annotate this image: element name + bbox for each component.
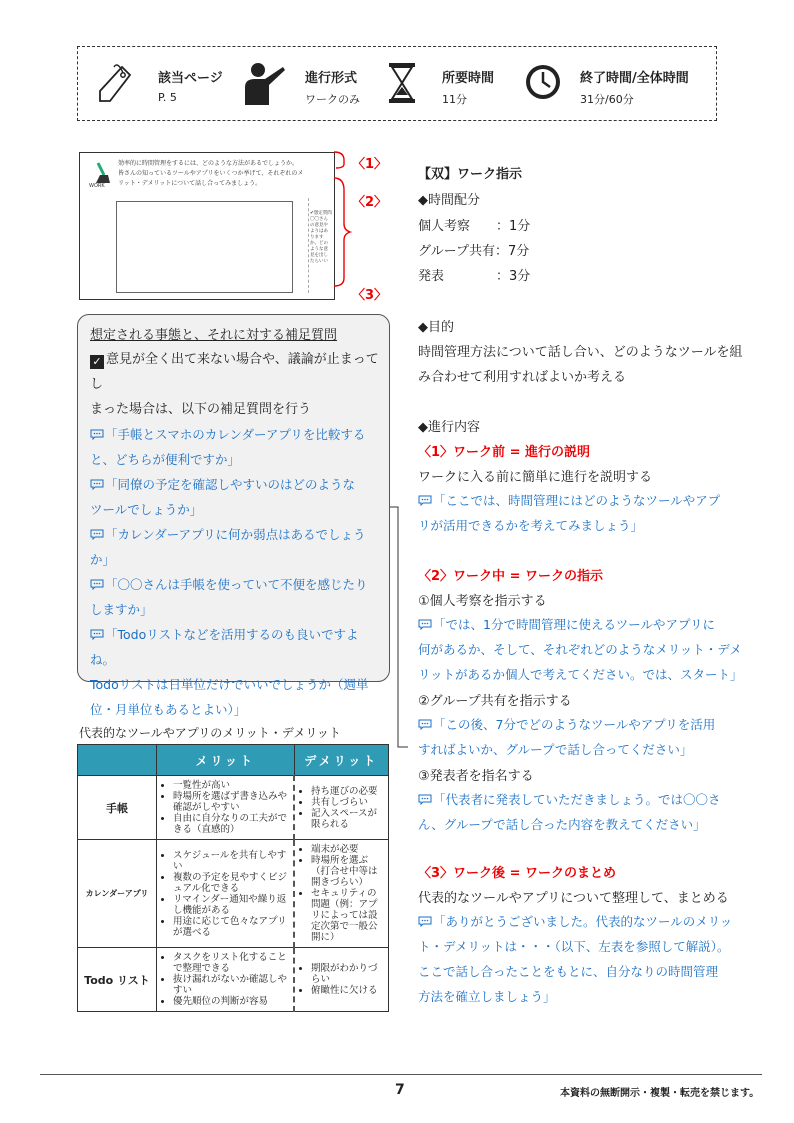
header-info-box [77, 46, 717, 121]
table-corner [78, 745, 157, 776]
speech-bubble-icon [418, 719, 432, 730]
page-value: P. 5 [158, 91, 177, 104]
alloc-line: 個人考察 ：1分 [418, 219, 531, 234]
list-item: • 優先順位の判断が容易 [173, 996, 289, 1007]
script-line: 「この後、7分でどのようなツールやアプリを活用 [433, 717, 716, 732]
list-item: • 複数の予定を見やすくビジュアル化できる [173, 872, 289, 894]
end-label: 終了時間/全体時間 [580, 71, 689, 86]
checkbox-icon: ✓ [90, 355, 104, 369]
question-line: Todoリストは日単位だけでいいでしょうか（週単 [90, 677, 369, 692]
speech-bubble-icon [418, 916, 432, 927]
question-5 [90, 622, 379, 722]
speech-bubble-icon [90, 429, 104, 440]
question-line: 「Todoリストなどを活用するのも良いですよね。 [90, 627, 359, 667]
list-item: • 一覧性が高い [173, 780, 289, 791]
time-label: 所要時間 [442, 71, 495, 86]
table-row [78, 776, 389, 840]
merit-cell [157, 840, 295, 948]
list-item: • 端末が必要 [311, 844, 384, 855]
step2-script2 [418, 715, 715, 733]
thumbnail-line: リット・デメリットについて話し合ってみましょう。 [118, 180, 262, 187]
list-item: • スケジュールを共有しやすい [173, 850, 289, 872]
script-line: 「ここでは、時間管理にはどのようなツールやアプ [433, 493, 721, 508]
question-1 [90, 422, 379, 472]
list-item: • 抜け漏れがないか確認しやすい [173, 974, 289, 996]
note-intro-line: 意見が全く出て来ない場合や、議論が止まってし [90, 352, 379, 392]
tag-icon [96, 61, 136, 105]
step2-sub1: ①個人考察を指示する [418, 594, 547, 609]
format-label: 進行形式 [305, 71, 358, 86]
step3-text: 代表的なツールやアプリについて整理して、まとめる [418, 891, 729, 906]
merit-cell [157, 948, 295, 1012]
purpose-title: ◆目的 [418, 320, 454, 335]
page-cell [96, 47, 236, 122]
step2-sub3: ③発表者を指名する [418, 769, 534, 784]
speech-bubble-icon [418, 794, 432, 805]
merit-header: メリット [157, 745, 295, 776]
list-item: • 時場所を選ばず書き込みや確認がしやすい [173, 791, 289, 813]
marker-3: 〈3〉 [352, 288, 388, 303]
demerit-cell [294, 840, 389, 948]
note-title: 想定される事態と、それに対する補足質問 [90, 328, 338, 343]
page-number: 7 [395, 1082, 405, 1098]
question-3 [90, 522, 379, 572]
speech-bubble-icon [90, 529, 104, 540]
step2-script1 [418, 615, 715, 633]
copyright-notice: 本資料の無断開示・複製・転売を禁じます。 [560, 1088, 760, 1099]
list-item: • 記入スペースが限られる [311, 808, 384, 830]
script-line: リットがあるか個人で考えてください。では、スタート」 [418, 667, 743, 682]
list-item: • 期限がわかりづらい [311, 963, 384, 985]
speech-bubble-icon [90, 579, 104, 590]
footer-divider [40, 1074, 762, 1075]
thumbnail-answer-box [116, 201, 293, 293]
merit-demerit-table [77, 744, 389, 1012]
table-header-row [78, 745, 389, 776]
marker-1: 〈1〉 [352, 157, 388, 172]
work-instruction-heading: 【双】ワーク指示 [418, 167, 523, 182]
slide-thumbnail [79, 152, 335, 300]
alloc-line: 発表 ：3分 [418, 269, 531, 284]
thumbnail-text [118, 159, 328, 189]
question-line: か」 [90, 552, 116, 567]
merit-cell [157, 776, 295, 840]
demerit-cell [294, 776, 389, 840]
step2-script3 [418, 790, 721, 808]
script-line: ん、グループで話し合った内容を教えてください」 [418, 817, 706, 832]
list-item: • 用途に応じて色々なアプリが選べる [173, 916, 289, 938]
time-cell [386, 47, 536, 122]
page-label: 該当ページ [158, 71, 223, 86]
question-line: 「〇〇さんは手帳を使っていて不便を感じたり [105, 577, 368, 592]
tool-name: カレンダーアプリ [78, 840, 157, 948]
tool-name: 手帳 [78, 776, 157, 840]
format-cell [241, 47, 381, 122]
question-line: 「カレンダーアプリに何か弱点はあるでしょう [105, 527, 366, 542]
table-caption: 代表的なツールやアプリのメリット・デメリット [79, 726, 341, 740]
time-value: 11分 [442, 93, 467, 106]
step1-title: 〈1〉ワーク前 = 進行の説明 [418, 445, 590, 460]
step3-script [418, 912, 732, 930]
list-item: • 共有しづらい [311, 797, 384, 808]
speech-bubble-icon [418, 495, 432, 506]
question-2 [90, 472, 379, 522]
step2-title: 〈2〉ワーク中 = ワークの指示 [418, 569, 603, 584]
list-item: • セキュリティの問題（例：アプリによっては設定次第で一般公開に） [311, 888, 384, 943]
question-line: 位・月単位もあるとよい）」 [90, 702, 247, 717]
brace-icon [332, 150, 352, 302]
list-item: • 自由に自分なりの工夫ができる（直感的） [173, 813, 289, 835]
step3-title: 〈3〉ワーク後 = ワークのまとめ [418, 866, 616, 881]
list-item: • 持ち運びの必要 [311, 786, 384, 797]
question-line: しますか」 [90, 602, 153, 617]
purpose-line: 時間管理方法について話し合い、どのようなツールを組 [418, 345, 743, 360]
question-4 [90, 572, 379, 622]
script-line: ト・デメリットは・・・（以下、左表を参照して解説）。 [418, 939, 730, 954]
thumbnail-line: 効率的に時間管理をするには、どのような方法があるでしょうか。 [118, 160, 298, 167]
work-label: WORK [89, 183, 105, 189]
end-value: 31分/60分 [580, 93, 634, 106]
purpose-line: み合わせて利用すればよいか考える [418, 370, 627, 385]
script-line: リが活用できるかを考えてみましょう」 [418, 518, 644, 533]
note-intro [90, 347, 379, 422]
list-item: • リマインダー通知や繰り返し機能がある [173, 894, 289, 916]
script-line: ここで話し合ったことをもとに、自分なりの時間管理 [418, 964, 719, 979]
speech-bubble-icon [418, 619, 432, 630]
progress-title: ◆進行内容 [418, 420, 480, 435]
script-line: 「代表者に発表していただきましょう。では〇〇さ [433, 792, 721, 807]
question-line: 「手帳とスマホのカレンダーアプリを比較する [105, 427, 366, 442]
list-item: • 時場所を選ぶ（打合せ中等は開きづらい） [311, 855, 384, 888]
step1-script [418, 491, 720, 509]
script-line: 方法を確立しましょう」 [418, 989, 556, 1004]
question-line: と、どちらが便利ですか」 [90, 452, 241, 467]
script-line: すればよいか、グループで話し合ってください」 [418, 742, 693, 757]
demerit-header: デメリット [294, 745, 389, 776]
alloc-title: ◆時間配分 [418, 193, 480, 208]
script-line: 「では、1分で時間管理に使えるツールやアプリに [433, 617, 715, 632]
hourglass-icon [386, 61, 418, 107]
end-time-cell [524, 47, 714, 122]
table-row [78, 948, 389, 1012]
step2-sub2: ②グループ共有を指示する [418, 694, 572, 709]
speech-bubble-icon [90, 479, 104, 490]
speech-bubble-icon [90, 629, 104, 640]
step1-text: ワークに入る前に簡単に進行を説明する [418, 470, 653, 485]
list-item: • 俯瞰性に欠ける [311, 985, 384, 996]
marker-2: 〈2〉 [352, 195, 388, 210]
alloc-line: グループ共有：7分 [418, 244, 530, 259]
presenter-icon [241, 61, 293, 107]
script-line: 「ありがとうございました。代表的なツールのメリッ [433, 914, 733, 929]
table-row [78, 840, 389, 948]
thumbnail-line: 皆さんの知っているツールやアプリをいくつか挙げて、それぞれのメ [118, 170, 304, 177]
format-value: ワークのみ [305, 93, 360, 106]
connector-line [388, 505, 410, 750]
script-line: 何があるか、そして、それぞれどのようなメリット・デメ [418, 642, 742, 657]
question-line: 「同僚の予定を確認しやすいのはどのような [105, 477, 356, 492]
question-line: ツールでしょうか」 [90, 502, 203, 517]
thumbnail-side-note: ✔想定質問 〇〇さんの意見やよりはありますか。どのような意見を出したらいい [310, 211, 332, 264]
note-intro-line: まった場合は、以下の補足質問を行う [90, 402, 312, 417]
demerit-cell [294, 948, 389, 1012]
clock-icon [524, 61, 562, 107]
list-item: • タスクをリスト化することで整理できる [173, 952, 289, 974]
tool-name: Todo リスト [78, 948, 157, 1012]
supplementary-questions-box [77, 314, 390, 717]
